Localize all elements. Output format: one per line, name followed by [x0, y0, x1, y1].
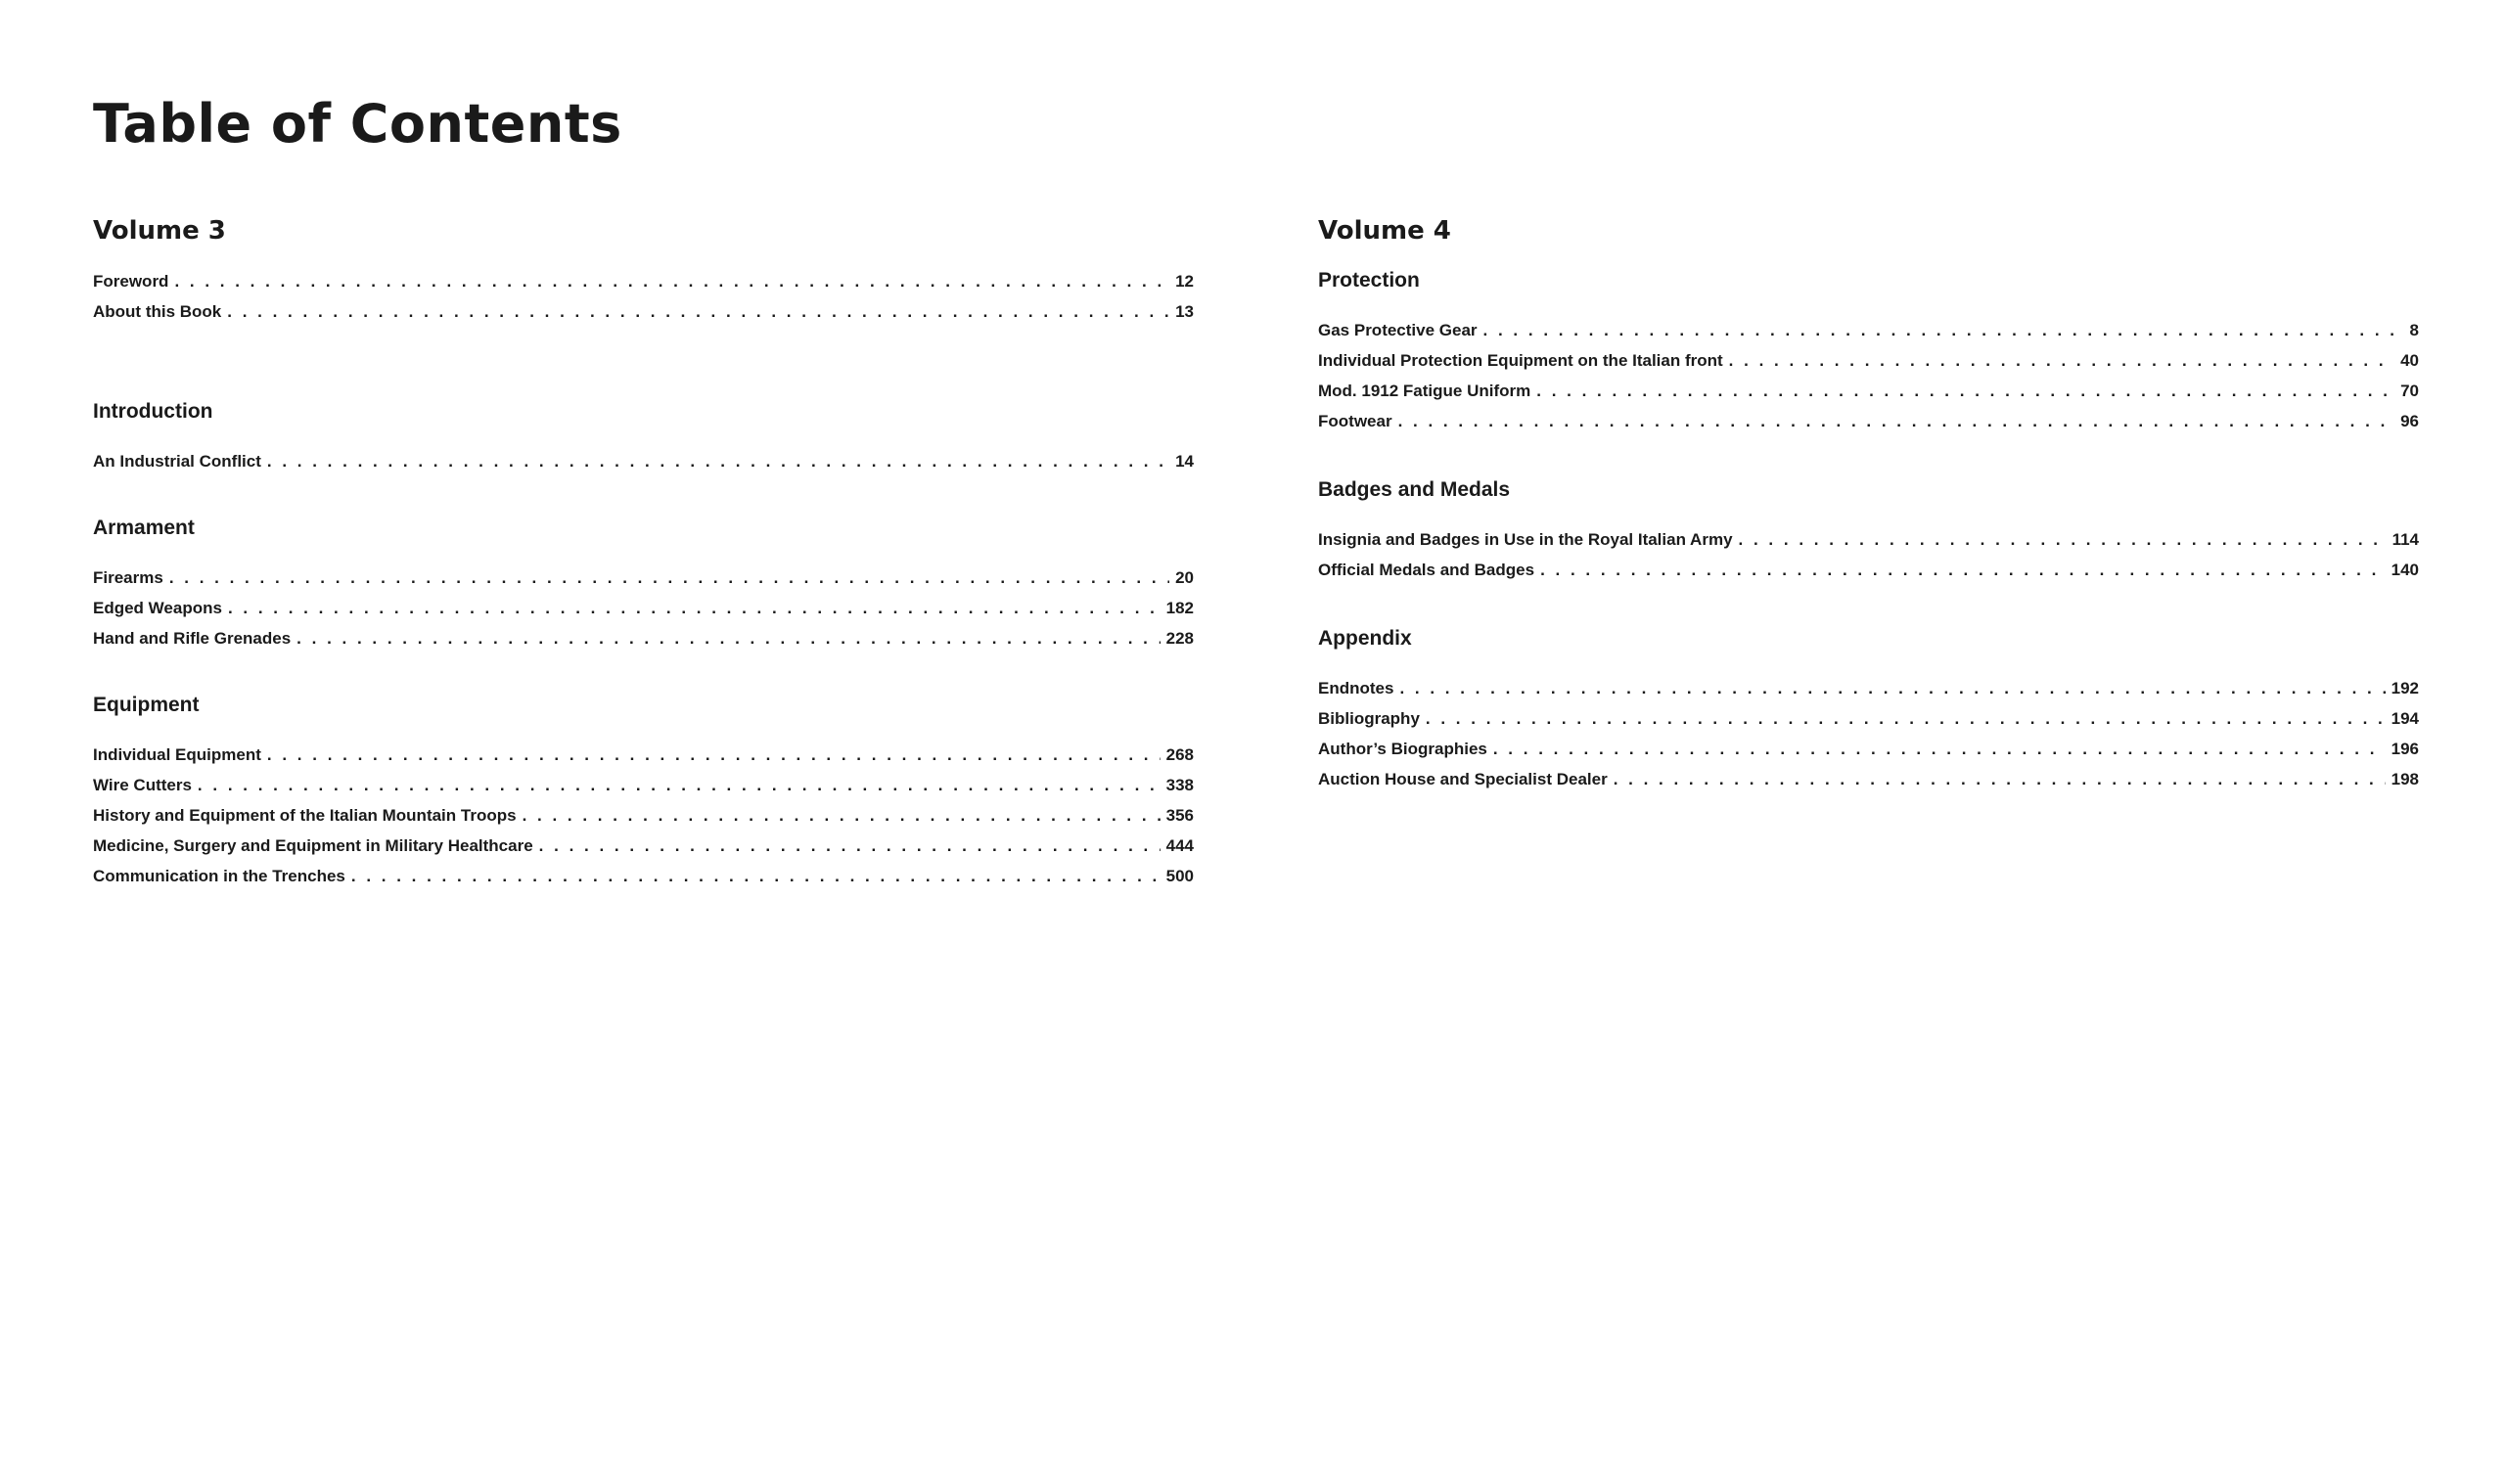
entry-page-number: 13: [1175, 302, 1194, 321]
section-title-equipment: Equipment: [93, 694, 200, 716]
dot-leader: [351, 861, 1161, 891]
toc-entry-communication-trenches[interactable]: [93, 861, 1194, 891]
entry-title: History and Equipment of the Italian Mountain Troops: [93, 806, 517, 825]
dot-leader: [227, 296, 1169, 327]
toc-entry-insignia-badges[interactable]: [1318, 524, 2419, 555]
toc-entry-grenades[interactable]: [93, 623, 1194, 653]
toc-entry-official-medals[interactable]: [1318, 555, 2419, 585]
dot-leader: [174, 266, 1169, 296]
entry-page-number: 500: [1165, 867, 1194, 885]
dot-leader: [539, 831, 1161, 861]
toc-entry-about-this-book[interactable]: [93, 296, 1194, 327]
entry-page-number: 114: [2391, 530, 2419, 549]
dot-leader: [228, 593, 1161, 623]
dot-leader: [1398, 406, 2395, 436]
entry-page-number: 12: [1175, 272, 1194, 291]
entry-title: Firearms: [93, 568, 163, 587]
introduction-list: [93, 446, 1194, 476]
dot-leader: [523, 800, 1161, 831]
entry-title: Footwear: [1318, 412, 1392, 430]
entry-title: Insignia and Badges in Use in the Royal Italian Army: [1318, 530, 1733, 549]
dot-leader: [198, 770, 1161, 800]
entry-title: Communication in the Trenches: [93, 867, 345, 885]
dot-leader: [169, 562, 1169, 593]
entry-page-number: 228: [1165, 629, 1194, 648]
entry-page-number: 20: [1175, 568, 1194, 587]
entry-title: Hand and Rifle Grenades: [93, 629, 292, 648]
volume-4-column: [1318, 215, 2419, 794]
section-title-introduction: Introduction: [93, 400, 213, 423]
toc-entry-bibliography[interactable]: [1318, 703, 2419, 734]
dot-leader: [1614, 764, 2386, 794]
dot-leader: [1483, 315, 2404, 345]
dot-leader: [1536, 376, 2394, 406]
toc-entry-firearms[interactable]: [93, 562, 1194, 593]
toc-entry-mountain-troops[interactable]: [93, 800, 1194, 831]
toc-entry-military-healthcare[interactable]: [93, 831, 1194, 861]
page-title: Table of Contents: [93, 93, 622, 155]
entry-title: About this Book: [93, 302, 222, 321]
entry-title: Gas Protective Gear: [1318, 321, 1478, 339]
dot-leader: [1739, 524, 2387, 555]
toc-entry-wire-cutters[interactable]: [93, 770, 1194, 800]
toc-entry-individual-equipment[interactable]: [93, 740, 1194, 770]
entry-title: Wire Cutters: [93, 776, 192, 794]
dot-leader: [267, 740, 1161, 770]
entry-page-number: 338: [1165, 776, 1194, 794]
section-title-protection: Protection: [1318, 269, 1420, 292]
badges-list: [1318, 524, 2419, 585]
entry-title: Individual Equipment: [93, 745, 261, 764]
equipment-list: [93, 740, 1194, 891]
entry-title: Individual Protection Equipment on the Italian front: [1318, 351, 1723, 370]
entry-page-number: 198: [2391, 770, 2419, 788]
entry-page-number: 140: [2391, 561, 2419, 579]
volume-3-column: [93, 215, 1194, 891]
section-title-badges-medals: Badges and Medals: [1318, 478, 1511, 501]
entry-page-number: 268: [1165, 745, 1194, 764]
dot-leader: [1729, 345, 2394, 376]
volume-3-title: Volume 3: [93, 216, 226, 246]
dot-leader: [267, 446, 1169, 476]
toc-entry-footwear[interactable]: [1318, 406, 2419, 436]
entry-page-number: 444: [1165, 836, 1194, 855]
dot-leader: [1426, 703, 2386, 734]
section-title-appendix: Appendix: [1318, 627, 1412, 650]
entry-title: Endnotes: [1318, 679, 1394, 697]
appendix-list: [1318, 673, 2419, 794]
entry-title: Mod. 1912 Fatigue Uniform: [1318, 382, 1531, 400]
dot-leader: [1540, 555, 2386, 585]
entry-page-number: 8: [2409, 321, 2419, 339]
entry-title: Bibliography: [1318, 709, 1420, 728]
toc-entry-endnotes[interactable]: [1318, 673, 2419, 703]
entry-page-number: 356: [1165, 806, 1194, 825]
armament-list: [93, 562, 1194, 653]
entry-page-number: 196: [2391, 740, 2419, 758]
entry-page-number: 70: [2400, 382, 2419, 400]
entry-page-number: 194: [2391, 709, 2419, 728]
toc-entry-gas-protective-gear[interactable]: [1318, 315, 2419, 345]
section-title-armament: Armament: [93, 517, 195, 539]
entry-title: An Industrial Conflict: [93, 452, 261, 471]
toc-entry-edged-weapons[interactable]: [93, 593, 1194, 623]
toc-entry-auction-house[interactable]: [1318, 764, 2419, 794]
protection-list: [1318, 315, 2419, 436]
entry-title: Official Medals and Badges: [1318, 561, 1535, 579]
entry-title: Edged Weapons: [93, 599, 222, 617]
toc-entry-authors-biographies[interactable]: [1318, 734, 2419, 764]
entry-page-number: 14: [1175, 452, 1194, 471]
toc-entry-industrial-conflict[interactable]: [93, 446, 1194, 476]
front-matter-list: [93, 266, 1194, 327]
toc-entry-protection-equipment[interactable]: [1318, 345, 2419, 376]
dot-leader: [1493, 734, 2386, 764]
toc-entry-foreword[interactable]: [93, 266, 1194, 296]
entry-page-number: 96: [2400, 412, 2419, 430]
dot-leader: [1399, 673, 2385, 703]
entry-title: Medicine, Surgery and Equipment in Military Healthcare: [93, 836, 533, 855]
entry-page-number: 182: [1165, 599, 1194, 617]
entry-page-number: 40: [2400, 351, 2419, 370]
entry-title: Author’s Biographies: [1318, 740, 1487, 758]
entry-title: Auction House and Specialist Dealer: [1318, 770, 1608, 788]
toc-entry-fatigue-uniform[interactable]: [1318, 376, 2419, 406]
volume-4-title: Volume 4: [1318, 216, 1451, 246]
entry-title: Foreword: [93, 272, 169, 291]
dot-leader: [296, 623, 1160, 653]
entry-page-number: 192: [2391, 679, 2419, 697]
